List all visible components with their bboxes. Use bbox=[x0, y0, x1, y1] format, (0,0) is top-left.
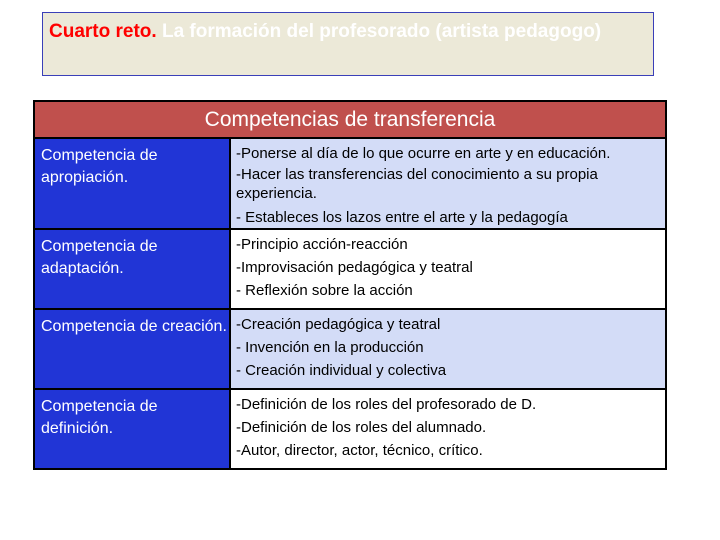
table-row-adaptacion bbox=[35, 230, 665, 308]
competence-label: Competencia de apropiación. bbox=[35, 139, 229, 228]
competence-details bbox=[231, 310, 665, 388]
slide-title bbox=[42, 12, 654, 76]
title-highlight: Cuarto reto. bbox=[49, 21, 157, 42]
competence-details bbox=[231, 390, 665, 468]
competencies-table bbox=[33, 100, 667, 470]
title-text: La formación del profesorado (artista pedagogo) bbox=[156, 21, 602, 42]
competence-label: Competencia de adaptación. bbox=[35, 230, 229, 308]
table-row-creacion bbox=[35, 310, 665, 388]
competence-label: Competencia de creación. bbox=[35, 310, 229, 388]
detail-item: -Ponerse al día de lo que ocurre en arte y en educación. bbox=[236, 145, 611, 162]
detail-item: -Improvisación pedagógica y teatral bbox=[236, 259, 473, 276]
detail-item: -Definición de los roles del alumnado. bbox=[236, 419, 487, 436]
detail-item: -Principio acción-reacción bbox=[236, 236, 408, 253]
detail-item: -Definición de los roles del profesorado de D. bbox=[236, 396, 537, 413]
detail-item: - Reflexión sobre la acción bbox=[236, 282, 413, 299]
detail-item: - Estableces los lazos entre el arte y la pedagogía bbox=[236, 209, 568, 226]
table-header: Competencias de transferencia bbox=[35, 102, 665, 137]
competence-details bbox=[231, 139, 665, 228]
table-row-apropiacion bbox=[35, 139, 665, 228]
detail-item: - Creación individual y colectiva bbox=[236, 362, 447, 379]
competence-label: Competencia de definición. bbox=[35, 390, 229, 468]
detail-item: -Autor, director, actor, técnico, crítico. bbox=[236, 442, 483, 459]
detail-item: -Creación pedagógica y teatral bbox=[236, 316, 441, 333]
detail-item: - Invención en la producción bbox=[236, 339, 424, 356]
table-row-definicion bbox=[35, 390, 665, 468]
competence-details bbox=[231, 230, 665, 308]
detail-item: -Hacer las transferencias del conocimiento a su propia experiencia. bbox=[236, 166, 598, 202]
